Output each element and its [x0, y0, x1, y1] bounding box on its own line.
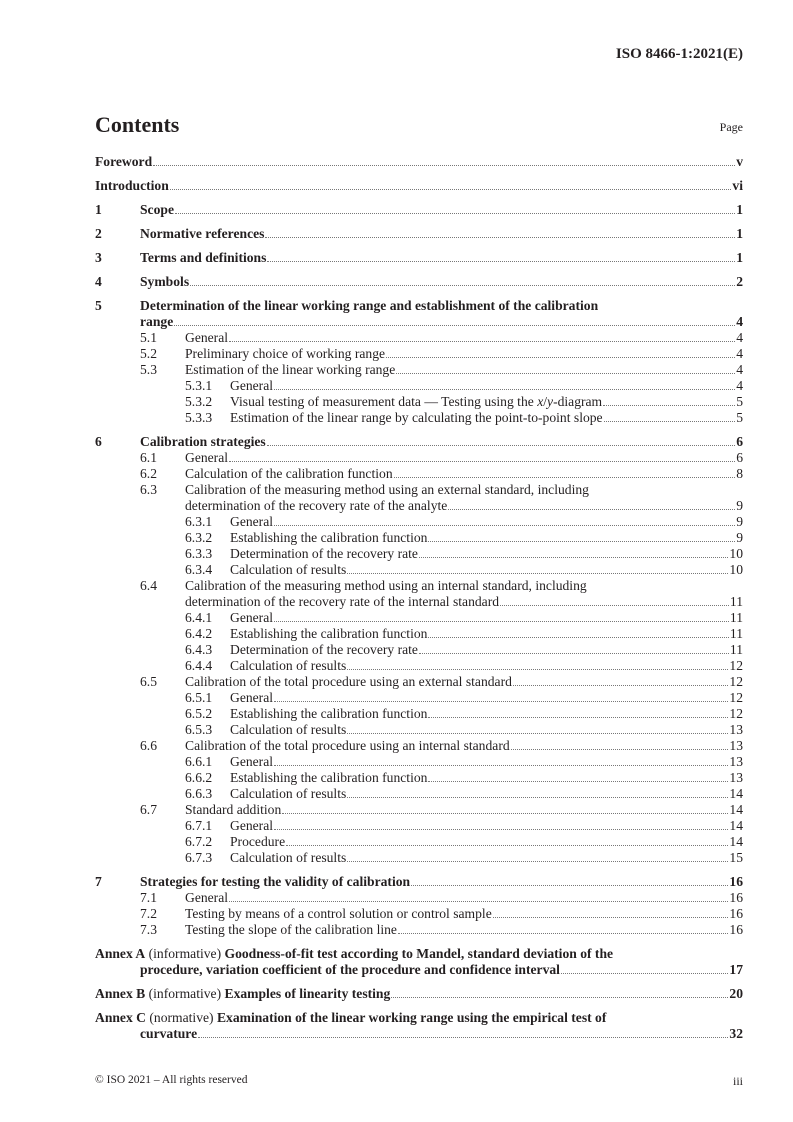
toc-entry-page: 1 [736, 202, 743, 217]
title-segment: Calibration of the total procedure using an external standard [185, 674, 512, 689]
toc-entry-number: 7.3 [140, 922, 157, 937]
toc-entry-title [95, 986, 390, 1002]
toc-entry-number: 5.3 [140, 362, 157, 377]
dot-leader [347, 562, 728, 574]
toc-entry-number: 6.3.4 [185, 562, 213, 577]
toc-entry-title [230, 818, 273, 834]
toc-entry-page: 12 [729, 674, 743, 689]
title-segment: (normative) [145, 1010, 217, 1025]
toc-entry-page: 11 [729, 642, 743, 657]
toc-entry[interactable] [95, 178, 743, 194]
dot-leader [604, 410, 736, 422]
toc-entry-number: 7 [95, 874, 102, 889]
toc-entry-title [140, 434, 266, 450]
title-segment: Goodness-of-fit test according to Mandel, standard deviation of the [224, 946, 614, 961]
toc-entry-title [140, 250, 266, 266]
toc-entry-page: 8 [736, 466, 743, 481]
toc-entry-title [230, 610, 273, 626]
title-segment: Establishing the calibration function [230, 706, 428, 721]
toc-entry-title [140, 314, 173, 330]
toc-entry[interactable] [95, 850, 743, 866]
toc-entry[interactable] [95, 962, 743, 978]
toc-entry-number: 6.4 [140, 578, 157, 593]
toc-entry-title [230, 706, 427, 722]
title-segment: Calculation of results [230, 850, 347, 865]
toc-entry-page: 13 [729, 738, 743, 753]
toc-entry-page: 14 [729, 786, 743, 801]
toc-entry-number: 7.1 [140, 890, 157, 905]
title-segment: Annex B [95, 986, 146, 1001]
title-segment: Determination of the recovery rate [230, 546, 418, 561]
title-segment: Estimation of the linear working range [185, 362, 396, 377]
dot-leader [561, 962, 728, 974]
toc-entry-number: 6.3.2 [185, 530, 213, 545]
title-segment: Testing by means of a control solution or control sample [185, 906, 492, 921]
toc-entry-number: 5.1 [140, 330, 157, 345]
toc-entry-number: 6.4.4 [185, 658, 213, 673]
title-segment: range [140, 314, 174, 329]
toc-entry-title [95, 946, 613, 962]
dot-leader [419, 642, 729, 654]
toc-entry-title [185, 466, 393, 482]
title-segment: Symbols [140, 274, 190, 289]
title-segment: Foreword [95, 154, 153, 169]
toc-entry-title [230, 626, 427, 642]
toc-entry-title [95, 154, 152, 170]
toc-entry-title [185, 674, 512, 690]
toc-entry[interactable] [95, 154, 743, 170]
dot-leader [347, 786, 728, 798]
toc-entry-title [230, 546, 418, 562]
toc-entry[interactable] [95, 874, 743, 890]
toc-entry[interactable] [95, 450, 743, 466]
toc-entry-title [185, 482, 589, 498]
toc-entry[interactable] [95, 530, 743, 546]
toc-entry-number: 6.3 [140, 482, 157, 497]
toc-entry[interactable] [95, 922, 743, 938]
toc-entry[interactable] [95, 1010, 743, 1026]
toc-entry-number: 6.2 [140, 466, 157, 481]
toc-entry-page: 4 [736, 330, 743, 345]
toc-entry[interactable] [95, 434, 743, 450]
toc-entry-number: 6 [95, 434, 102, 449]
title-segment: General [185, 330, 229, 345]
toc-entry-number: 5.3.3 [185, 410, 213, 425]
dot-leader [198, 1026, 728, 1038]
dot-leader [282, 802, 728, 814]
toc-entry-title [230, 850, 346, 866]
toc-entry-number: 6.6.3 [185, 786, 213, 801]
toc-entry-page: 14 [729, 802, 743, 817]
toc-entry[interactable] [95, 378, 743, 394]
title-segment: Calibration of the measuring method using an internal standard, including [185, 578, 587, 593]
toc-entry-page: 32 [729, 1026, 743, 1041]
toc-entry[interactable] [95, 890, 743, 906]
toc-entry-number: 6.7.1 [185, 818, 213, 833]
toc-entry-page: 11 [729, 610, 743, 625]
toc-entry-number: 6.5.2 [185, 706, 213, 721]
toc-entry-number: 7.2 [140, 906, 157, 921]
toc-entry[interactable] [95, 786, 743, 802]
toc-entry-title [230, 786, 346, 802]
dot-leader [267, 434, 735, 446]
toc-entry-page: 4 [736, 362, 743, 377]
title-segment: General [230, 378, 274, 393]
dot-leader [286, 834, 728, 846]
title-segment: curvature [140, 1026, 198, 1041]
table-of-contents [95, 154, 743, 1042]
toc-entry-page: v [736, 154, 743, 169]
toc-entry-number: 6.6.1 [185, 754, 213, 769]
toc-entry-title [140, 226, 264, 242]
toc-entry[interactable] [95, 946, 743, 962]
title-segment: General [230, 514, 274, 529]
toc-entry[interactable] [95, 818, 743, 834]
toc-entry[interactable] [95, 498, 743, 514]
toc-entry-page: 16 [729, 874, 743, 889]
title-segment: Calibration strategies [140, 434, 266, 449]
toc-entry-title [185, 890, 228, 906]
toc-entry[interactable] [95, 594, 743, 610]
title-segment: General [185, 450, 229, 465]
title-segment: Testing the slope of the calibration line [185, 922, 397, 937]
toc-entry-number: 6.5.3 [185, 722, 213, 737]
toc-entry-page: 16 [729, 890, 743, 905]
toc-entry-number: 6.1 [140, 450, 157, 465]
toc-entry[interactable] [95, 658, 743, 674]
toc-entry-title [185, 738, 510, 754]
toc-entry[interactable] [95, 466, 743, 482]
title-segment: x [537, 394, 544, 409]
title-segment: General [185, 890, 229, 905]
toc-entry-number: 6.5 [140, 674, 157, 689]
toc-entry-page: 14 [729, 818, 743, 833]
toc-entry-number: 6.7.3 [185, 850, 213, 865]
toc-entry[interactable] [95, 986, 743, 1002]
toc-entry[interactable] [95, 346, 743, 362]
toc-entry-page: 5 [736, 410, 743, 425]
toc-entry[interactable] [95, 314, 743, 330]
toc-entry-number: 5 [95, 298, 102, 313]
toc-entry[interactable] [95, 226, 743, 242]
toc-entry-number: 4 [95, 274, 102, 289]
toc-entry[interactable] [95, 722, 743, 738]
toc-entry-title [185, 802, 281, 818]
toc-entry-number: 2 [95, 226, 102, 241]
copyright-footer: © ISO 2021 – All rights reserved [95, 1074, 248, 1086]
toc-entry-title [230, 658, 346, 674]
toc-entry-page: 1 [736, 226, 743, 241]
title-segment: -diagram [553, 394, 603, 409]
toc-entry-number: 6.4.2 [185, 626, 213, 641]
toc-entry-title [185, 906, 492, 922]
toc-entry-page: 12 [729, 690, 743, 705]
toc-entry-page: 10 [729, 546, 743, 561]
toc-entry-number: 6.4.3 [185, 642, 213, 657]
dot-leader [153, 154, 735, 166]
dot-leader [428, 626, 728, 638]
title-segment: Examples of linearity testing [224, 986, 391, 1001]
title-segment: Visual testing of measurement data — Testing using the [230, 394, 538, 409]
title-segment: Annex A [95, 946, 146, 961]
page-column-label: Page [719, 120, 743, 134]
toc-entry-title [230, 562, 346, 578]
title-segment: Calibration of the measuring method using an external standard, including [185, 482, 589, 497]
dot-leader [274, 514, 735, 526]
toc-entry-page: 13 [729, 754, 743, 769]
toc-entry-title [140, 962, 560, 978]
toc-entry-page: 9 [736, 514, 743, 529]
dot-leader [347, 722, 728, 734]
dot-leader [274, 754, 728, 766]
toc-entry-page: 14 [729, 834, 743, 849]
title-segment: Establishing the calibration function [230, 770, 428, 785]
toc-entry[interactable] [95, 514, 743, 530]
dot-leader [513, 674, 729, 686]
title-segment: Standard addition [185, 802, 282, 817]
toc-entry-page: 17 [729, 962, 743, 977]
toc-entry[interactable] [95, 706, 743, 722]
dot-leader [347, 658, 728, 670]
toc-entry-title [230, 690, 273, 706]
dot-leader [428, 770, 728, 782]
toc-entry[interactable] [95, 482, 743, 498]
toc-entry[interactable] [95, 754, 743, 770]
dot-leader [448, 498, 735, 510]
dot-leader [428, 706, 728, 718]
toc-entry-page: vi [732, 178, 743, 193]
dot-leader [398, 922, 728, 934]
toc-entry[interactable] [95, 738, 743, 754]
toc-entry-title [140, 274, 189, 290]
dot-leader [396, 362, 735, 374]
toc-entry-page: 16 [729, 922, 743, 937]
toc-entry-title [185, 346, 385, 362]
toc-entry-page: 16 [729, 906, 743, 921]
dot-leader [386, 346, 735, 358]
toc-entry-title [230, 722, 346, 738]
title-segment: Calculation of the calibration function [185, 466, 393, 481]
toc-entry-page: 4 [736, 346, 743, 361]
toc-entry-number: 6.6.2 [185, 770, 213, 785]
toc-entry-number: 1 [95, 202, 102, 217]
toc-entry[interactable] [95, 298, 743, 314]
toc-entry-title [230, 834, 285, 850]
title-segment: Calculation of results [230, 722, 347, 737]
dot-leader [274, 378, 735, 390]
dot-leader [174, 314, 735, 326]
dot-leader [274, 610, 729, 622]
title-segment: General [230, 754, 274, 769]
toc-entry-title [140, 298, 598, 314]
toc-entry-page: 9 [736, 498, 743, 513]
toc-entry[interactable] [95, 1026, 743, 1042]
toc-entry[interactable] [95, 546, 743, 562]
toc-entry[interactable] [95, 330, 743, 346]
dot-leader [175, 202, 735, 214]
toc-entry-title [140, 202, 174, 218]
toc-entry[interactable] [95, 410, 743, 426]
toc-entry-title [185, 922, 397, 938]
title-segment: Calculation of results [230, 658, 347, 673]
title-segment: Introduction [95, 178, 169, 193]
toc-entry-page: 5 [736, 394, 743, 409]
dot-leader [419, 546, 728, 558]
toc-entry-number: 6.3.3 [185, 546, 213, 561]
title-segment: Calculation of results [230, 786, 347, 801]
toc-entry-page: 6 [736, 450, 743, 465]
toc-entry-title [230, 394, 602, 410]
title-segment: / [543, 394, 548, 409]
toc-entry-page: 12 [729, 658, 743, 673]
toc-entry-number: 3 [95, 250, 102, 265]
title-segment: Estimation of the linear range by calculating the point-to-point slope [230, 410, 603, 425]
dot-leader [500, 594, 729, 606]
dot-leader [394, 466, 736, 478]
toc-entry[interactable] [95, 578, 743, 594]
toc-entry-title [140, 1026, 197, 1042]
dot-leader [265, 226, 735, 238]
title-segment: Scope [140, 202, 174, 217]
document-id-header: ISO 8466-1:2021(E) [615, 46, 743, 62]
toc-entry-page: 4 [736, 314, 743, 329]
dot-leader [229, 450, 735, 462]
toc-entry-page: 10 [729, 562, 743, 577]
toc-entry[interactable] [95, 834, 743, 850]
title-segment: Strategies for testing the validity of calibration [140, 874, 411, 889]
title-segment: procedure, variation coefficient of the procedure and confidence interval [140, 962, 560, 977]
toc-entry-title [185, 578, 587, 594]
title-segment: (informative) [145, 986, 225, 1001]
title-segment: Terms and definitions [140, 250, 267, 265]
toc-entry[interactable] [95, 906, 743, 922]
toc-entry-number: 6.7 [140, 802, 157, 817]
toc-entry-title [230, 642, 418, 658]
toc-entry-title [230, 514, 273, 530]
toc-entry-number: 5.3.1 [185, 378, 213, 393]
toc-entry[interactable] [95, 362, 743, 378]
dot-leader [428, 530, 735, 542]
title-segment: Examination of the linear working range using the empirical test of [216, 1010, 607, 1025]
toc-entry-page: 15 [729, 850, 743, 865]
dot-leader [411, 874, 728, 886]
title-segment: determination of the recovery rate of the internal standard [185, 594, 500, 609]
toc-entry[interactable] [95, 394, 743, 410]
toc-entry-title [230, 770, 427, 786]
toc-entry-page: 20 [729, 986, 743, 1001]
toc-entry-title [230, 754, 273, 770]
toc-entry[interactable] [95, 626, 743, 642]
toc-entry[interactable] [95, 610, 743, 626]
toc-entry[interactable] [95, 674, 743, 690]
toc-entry[interactable] [95, 250, 743, 266]
dot-leader [493, 906, 729, 918]
toc-entry-number: 5.2 [140, 346, 157, 361]
toc-entry-number: 6.4.1 [185, 610, 213, 625]
toc-entry-page: 11 [729, 626, 743, 641]
title-segment: Calibration of the total procedure using an internal standard [185, 738, 510, 753]
toc-entry-title [140, 874, 410, 890]
dot-leader [229, 330, 735, 342]
title-segment: Normative references [140, 226, 265, 241]
dot-leader [511, 738, 729, 750]
toc-entry[interactable] [95, 642, 743, 658]
toc-entry-number: 6.3.1 [185, 514, 213, 529]
title-segment: General [230, 610, 274, 625]
toc-entry-page: 13 [729, 722, 743, 737]
page-number: iii [732, 1074, 743, 1088]
toc-entry-title [230, 378, 273, 394]
toc-entry-title [185, 330, 228, 346]
toc-entry[interactable] [95, 802, 743, 818]
title-segment: Establishing the calibration function [230, 530, 428, 545]
toc-entry[interactable] [95, 690, 743, 706]
page-title: Contents [95, 112, 180, 137]
toc-entry-page: 2 [736, 274, 743, 289]
title-segment: Determination of the recovery rate [230, 642, 418, 657]
toc-entry-page: 13 [729, 770, 743, 785]
toc-entry-title [185, 450, 228, 466]
title-segment: Preliminary choice of working range [185, 346, 386, 361]
toc-entry-number: 6.6 [140, 738, 157, 753]
toc-entry-page: 12 [729, 706, 743, 721]
dot-leader [267, 250, 735, 262]
toc-entry-title [230, 530, 427, 546]
dot-leader [391, 986, 728, 998]
toc-entry[interactable] [95, 562, 743, 578]
toc-entry-title [185, 362, 395, 378]
toc-entry-title [95, 178, 169, 194]
dot-leader [170, 178, 732, 190]
dot-leader [190, 274, 735, 286]
toc-entry-number: 6.7.2 [185, 834, 213, 849]
toc-entry-page: 9 [736, 530, 743, 545]
toc-entry[interactable] [95, 274, 743, 290]
toc-entry-title [230, 410, 603, 426]
toc-entry-page: 11 [729, 594, 743, 609]
dot-leader [603, 394, 735, 406]
dot-leader [274, 690, 728, 702]
title-segment: General [230, 818, 274, 833]
title-segment: Determination of the linear working range and establishment of the calibration [140, 298, 599, 313]
toc-entry-number: 5.3.2 [185, 394, 213, 409]
toc-entry-page: 4 [736, 378, 743, 393]
title-segment: Calculation of results [230, 562, 347, 577]
title-segment: Procedure [230, 834, 286, 849]
toc-entry[interactable] [95, 202, 743, 218]
title-segment: y [547, 394, 554, 409]
toc-entry-number: 6.5.1 [185, 690, 213, 705]
title-segment: General [230, 690, 274, 705]
title-segment: determination of the recovery rate of the analyte [185, 498, 448, 513]
toc-entry-title [95, 1010, 606, 1026]
toc-entry-title [185, 498, 447, 514]
title-segment: Annex C [95, 1010, 146, 1025]
toc-entry[interactable] [95, 770, 743, 786]
dot-leader [229, 890, 728, 902]
toc-entry-page: 1 [736, 250, 743, 265]
toc-entry-page: 6 [736, 434, 743, 449]
title-segment: Establishing the calibration function [230, 626, 428, 641]
dot-leader [274, 818, 728, 830]
title-segment: (informative) [145, 946, 225, 961]
toc-entry-title [185, 594, 499, 610]
dot-leader [347, 850, 728, 862]
